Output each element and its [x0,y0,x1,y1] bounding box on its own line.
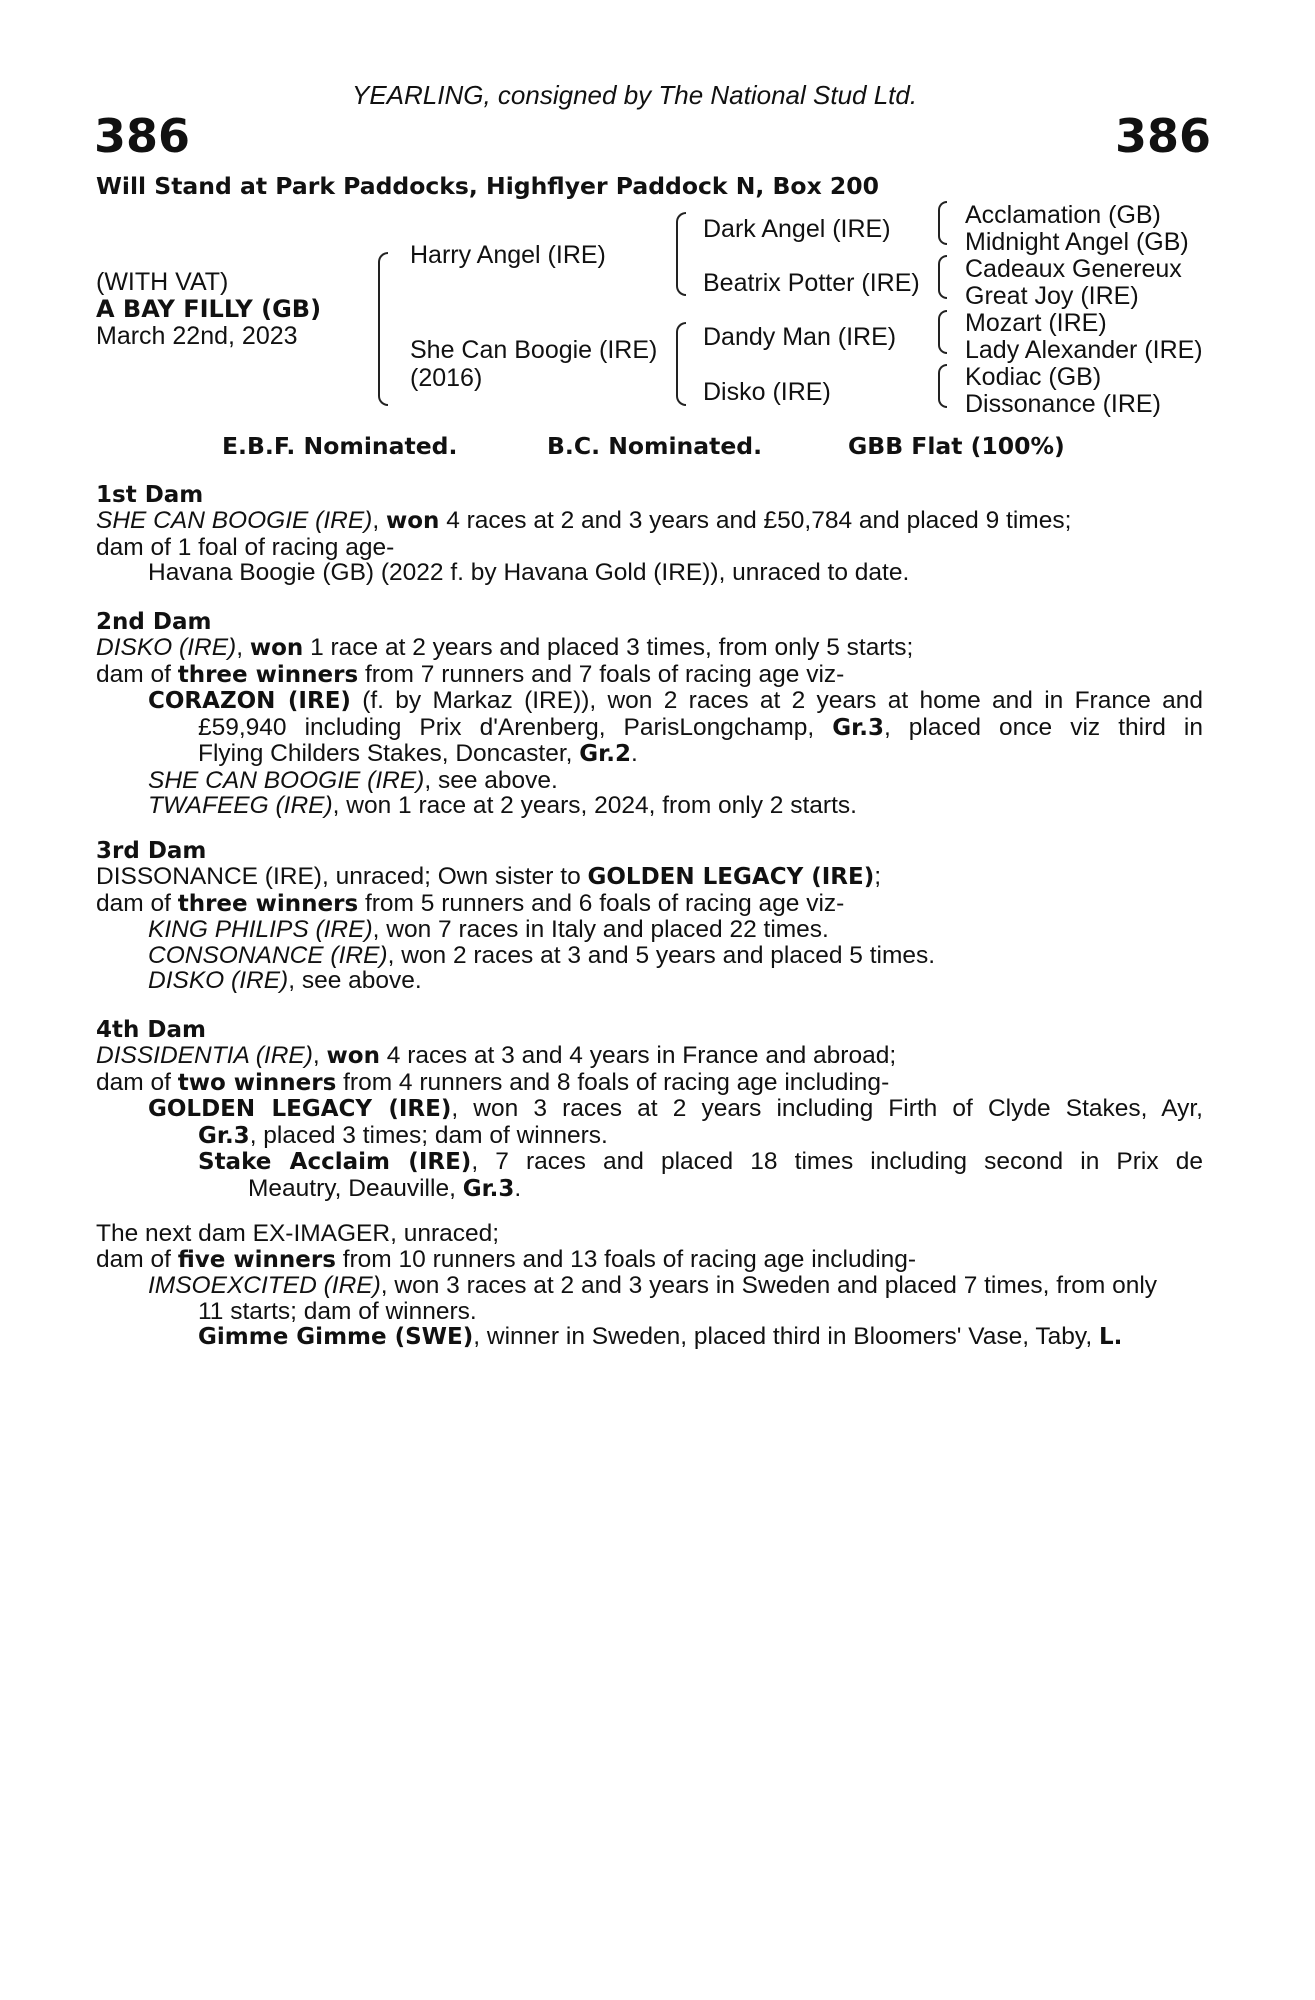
consonance-line [96,943,1203,969]
second-dam-heading: 2nd Dam [96,609,212,635]
consonance-text: , won 2 races at 3 and 5 years and placed 5 times. [387,941,936,969]
corazon-line-2 [96,715,1203,742]
stake-acclaim-text: . [514,1174,522,1202]
next-dam-line: The next dam EX-IMAGER, unraced; [96,1220,500,1247]
lot-number-left: 386 [94,109,191,163]
grade-label: Gr.3 [462,1175,515,1202]
won-label: won [249,635,304,661]
fourth-dam-heading: 4th Dam [96,1017,206,1043]
next-dam-produce [96,1247,1203,1274]
produce-text: from 5 runners and 6 foals of racing age viz- [358,889,845,917]
won-label: won [385,508,440,534]
pedigree-g8: Dissonance (IRE) [965,390,1161,418]
pedigree-dam-dam: Disko (IRE) [703,378,831,406]
winners-count: two winners [177,1069,337,1096]
fourth-dam-name: DISSIDENTIA (IRE) [96,1042,313,1069]
third-dam-text: DISSONANCE (IRE), unraced; Own sister to [96,863,588,890]
pedigree-dam: She Can Boogie (IRE) [410,336,658,364]
third-dam-produce [96,891,1203,918]
consonance-name: CONSONANCE (IRE) [148,941,388,969]
first-dam-name: SHE CAN BOOGIE (IRE) [96,507,373,534]
pedigree-g5: Mozart (IRE) [965,309,1107,337]
fourth-dam-record: 4 races at 3 and 4 years in France and abroad; [379,1042,897,1069]
stake-acclaim-name: Stake Acclaim (IRE) [198,1149,472,1175]
king-philips-text: , won 7 races in Italy and placed 22 times. [372,916,829,943]
first-dam-record: 4 races at 2 and 3 years and £50,784 and placed 9 times; [439,507,1072,534]
she-can-boogie-name: SHE CAN BOOGIE (IRE) [148,766,425,794]
corazon-line-1 [96,688,1203,715]
produce-text: dam of [96,660,178,688]
corazon-text: , placed once viz third in [883,713,1203,741]
fourth-dam-line: DISSIDENTIA (IRE), won 4 races at 3 and 4 years in France and abroad; [96,1042,897,1069]
golden-legacy-name: GOLDEN LEGACY (IRE) [148,1096,452,1122]
gbb-eligibility: GBB Flat (100%) [848,432,1065,460]
pedigree-dam-sire: Dandy Man (IRE) [703,323,897,351]
pedigree-g3: Cadeaux Genereux [965,255,1182,283]
stake-acclaim-line-2 [96,1176,1203,1203]
winners-count: five winners [177,1246,336,1273]
twafeeg-text: , won 1 race at 2 years, 2024, from only 2 starts. [332,792,857,819]
pedigree-sire: Harry Angel (IRE) [410,241,606,269]
grade-label: Gr.2 [579,741,631,767]
golden-legacy-line-2 [96,1123,1203,1150]
produce-text: from 10 runners and 13 foals of racing age including- [335,1245,917,1273]
horse-name: A BAY FILLY (GB) [96,295,322,323]
winners-count: three winners [177,890,359,917]
vat-status: (WITH VAT) [96,268,229,296]
golden-legacy-name: GOLDEN LEGACY (IRE) [587,864,875,890]
king-philips-line [96,917,1203,943]
fourth-dam-produce [96,1070,1203,1097]
listed-grade-label: L. [1098,1324,1123,1350]
corazon-text: Flying Childers Stakes, Doncaster, [198,740,580,767]
king-philips-name: KING PHILIPS (IRE) [148,916,373,943]
brace-g2 [938,255,947,299]
produce-text: from 7 runners and 7 foals of racing age viz- [358,660,845,688]
imsoexcited-text: , won 3 races at 2 and 3 years in Sweden and placed 7 times, from only [380,1272,1158,1299]
disko-name: DISKO (IRE) [148,967,289,994]
bc-nomination: B.C. Nominated. [547,432,763,460]
gimme-gimme-text: , winner in Sweden, placed third in Bloomers' Vase, Taby, [473,1323,1099,1350]
pedigree-g1: Acclamation (GB) [965,201,1161,229]
third-dam-section [96,838,1203,994]
golden-legacy-text: , placed 3 times; dam of winners. [249,1121,608,1149]
stake-acclaim-line-1 [96,1149,1203,1176]
pedigree-g6: Lady Alexander (IRE) [965,336,1203,364]
gimme-gimme-line [96,1324,1203,1351]
golden-legacy-line-1 [96,1096,1203,1123]
twafeeg-line [96,793,1203,819]
produce-text: from 4 runners and 8 foals of racing age including- [336,1068,890,1096]
second-dam-record: 1 race at 2 years and placed 3 times, from only 5 starts; [303,634,914,661]
ebf-nomination: E.B.F. Nominated. [222,432,458,460]
fourth-dam-section [96,1017,1203,1202]
corazon-text: (f. by Markaz (IRE)), won 2 races at 2 years at home and in France and [350,687,1203,714]
first-dam-section: 1st Dam SHE CAN BOOGIE (IRE), won 4 races at 2 and 3 years and £50,784 and placed 9 times; dam of 1 foal of racing age- Havana Boogie (GB) (2022 f. by Havana Gold (IRE)), unraced to date. [96,482,1203,586]
produce-text: dam of [96,889,178,917]
grade-label: Gr.3 [198,1122,250,1149]
gimme-gimme-name: Gimme Gimme (SWE) [198,1324,474,1350]
stake-acclaim-text: Meautry, Deauville, [248,1174,463,1202]
grade-label: Gr.3 [832,714,884,741]
pedigree-g2: Midnight Angel (GB) [965,228,1189,256]
she-can-boogie-line [96,768,1203,794]
first-dam-heading: 1st Dam [96,482,204,508]
brace-g4 [938,364,947,408]
second-dam-section: 2nd Dam DISKO (IRE), won 1 race at 2 years and placed 3 times, from only 5 starts; dam of three winners from 7 runners and 7 foals of racing age viz- CORAZON (IRE) (f. by Markaz (IRE)), won 2 races at 2 years at home and in France and £59,940 including Prix d'Arenberg, ParisLongchamp, Gr.3, placed once viz third in Flying Childers Stakes, Doncaster, Gr.2. SHE CAN BOOGIE (IRE), see above. TWAFEEG (IRE), won 1 race at 2 years, 2024, from only 2 starts. [96,609,1203,819]
imsoexcited-line-1 [96,1273,1203,1299]
sire-line-brace [676,212,686,296]
corazon-line-3 [96,741,1203,768]
twafeeg-name: TWAFEEG (IRE) [148,792,333,819]
produce-text: dam of [96,1245,178,1273]
disko-line [96,968,1203,994]
third-dam-text: ; [874,863,882,890]
foaling-date: March 22nd, 2023 [96,322,298,350]
disko-text: , see above. [288,967,422,994]
winners-count: three winners [177,661,359,688]
she-can-boogie-text: , see above. [424,766,558,794]
pedigree-g7: Kodiac (GB) [965,363,1102,391]
first-dam-foal: Havana Boogie (GB) (2022 f. by Havana Gold (IRE)), unraced to date. [148,559,910,586]
stable-location: Will Stand at Park Paddocks, Highflyer Paddock N, Box 200 [96,172,879,200]
golden-legacy-text: , won 3 races at 2 years including Firth of Clyde Stakes, Ayr, [451,1095,1203,1122]
pedigree-dam-year: (2016) [410,364,483,392]
pedigree-sire-sire: Dark Angel (IRE) [703,215,891,243]
corazon-name: CORAZON (IRE) [148,688,351,714]
won-label: won [326,1043,380,1069]
corazon-text: £59,940 including Prix d'Arenberg, ParisLongchamp, [198,713,833,741]
stake-acclaim-text: , 7 races and placed 18 times including second in Prix de [471,1148,1203,1175]
imsoexcited-name: IMSOEXCITED (IRE) [148,1272,381,1299]
corazon-text: . [630,740,638,767]
catalogue-subtitle: YEARLING, consigned by The National Stud Ltd. [352,80,918,110]
second-dam-produce [96,662,1203,689]
brace-g3 [938,310,947,354]
third-dam-heading: 3rd Dam [96,838,207,864]
second-dam-name: DISKO (IRE) [96,634,237,661]
imsoexcited-line-2: 11 starts; dam of winners. [198,1297,477,1325]
third-dam-line [96,864,1203,891]
brace-g1 [938,201,947,245]
lot-number-right: 386 [1115,109,1212,163]
next-dam-section [96,1221,1203,1351]
produce-text: dam of [96,1068,178,1096]
pedigree-g4: Great Joy (IRE) [965,282,1139,310]
first-dam-produce-intro: dam of 1 foal of racing age- [96,533,395,561]
pedigree-main-brace [378,252,388,406]
dam-line-brace [676,322,686,406]
pedigree-sire-dam: Beatrix Potter (IRE) [703,269,920,297]
